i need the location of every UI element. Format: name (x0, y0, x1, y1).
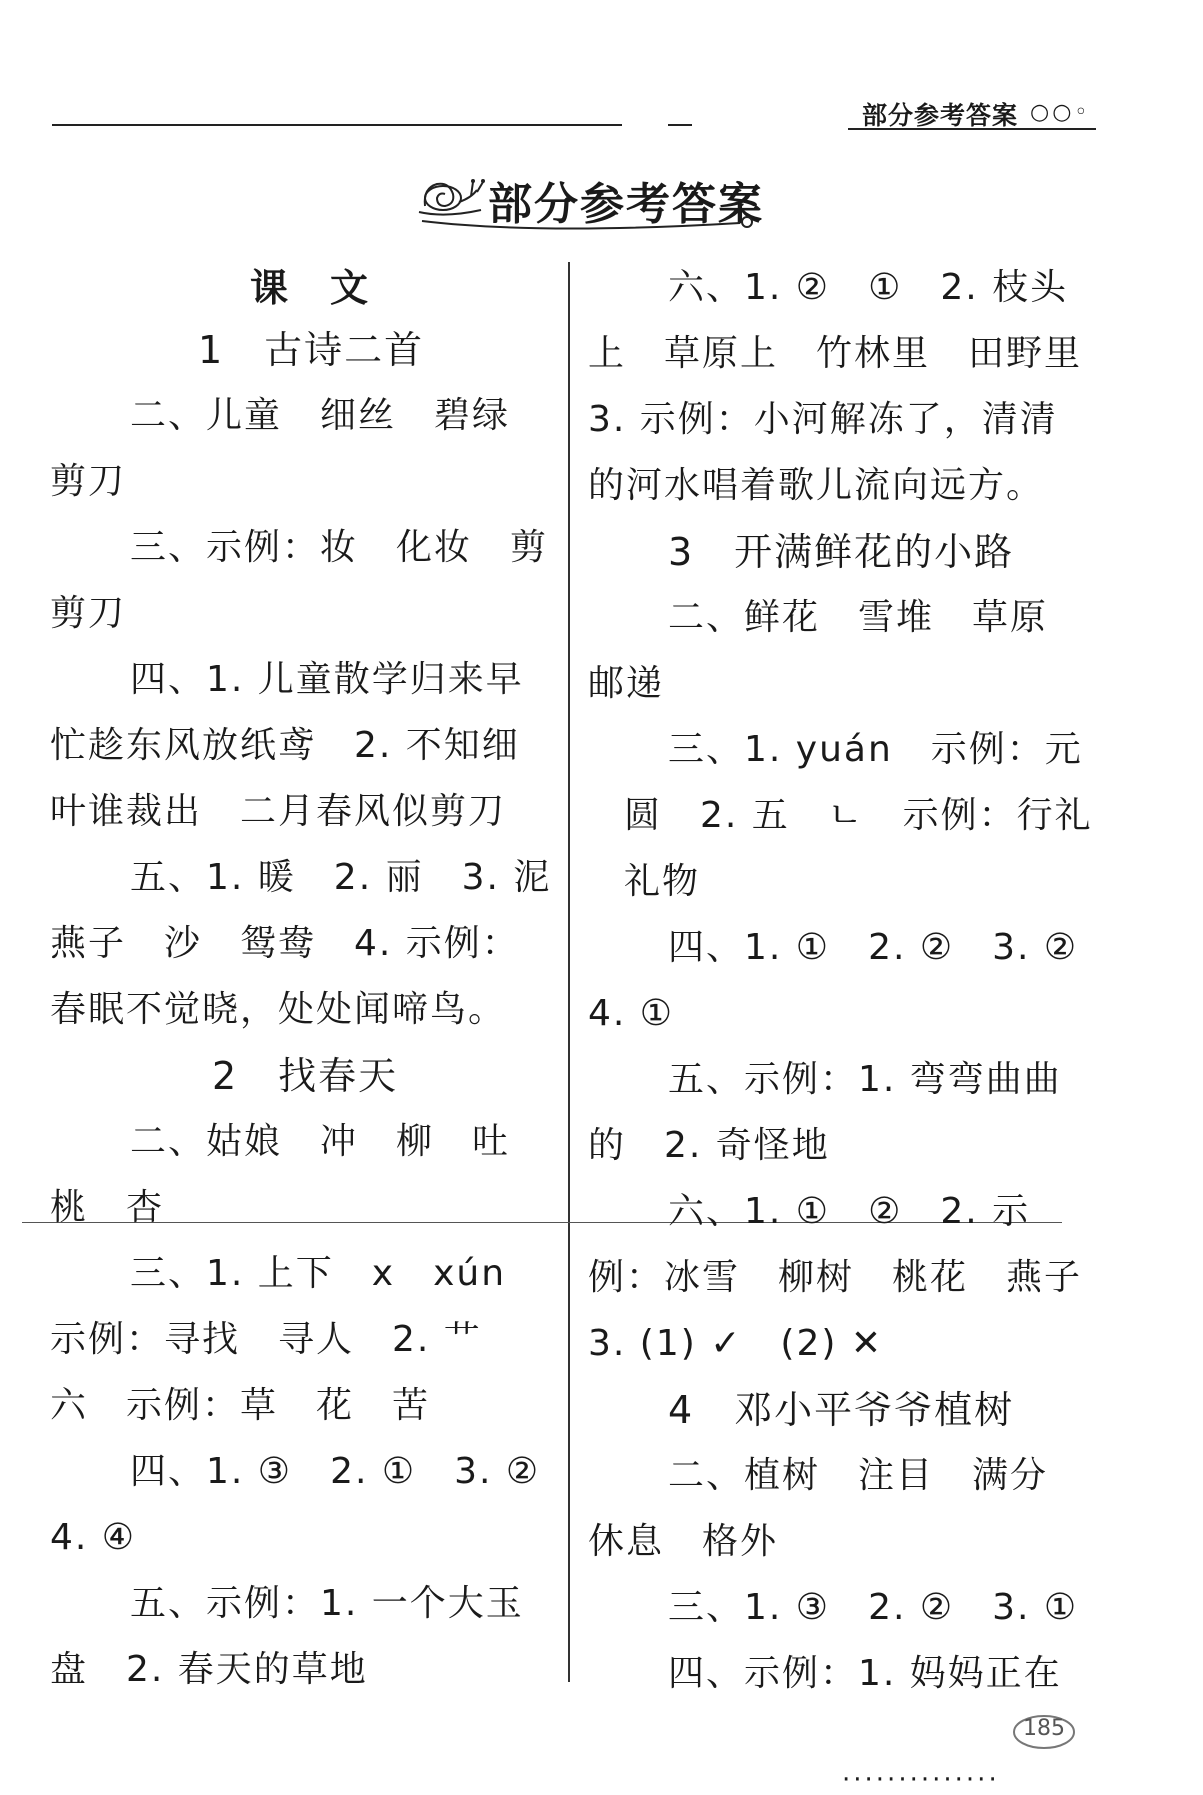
left-answer-line: 剪刀 (50, 461, 127, 502)
right-answer-line: 上 草原上 竹林里 田野里 (588, 333, 1083, 374)
right-answer-line: 二、植树 注目 满分 (668, 1455, 1049, 1496)
left-answer-line: 4. ④ (50, 1517, 137, 1558)
right-answer-line: 4. ① (588, 993, 675, 1034)
left-answer-line: 三、1. 上下 x xún (130, 1253, 507, 1294)
right-answer-line: 3 开满鲜花的小路 (668, 530, 1015, 574)
right-answer-line: 的 2. 奇怪地 (588, 1125, 830, 1166)
right-answer-line: 礼物 (624, 861, 701, 902)
right-answer-line: 三、1. ③ 2. ② 3. ① (668, 1587, 1079, 1628)
left-answer-line: 五、示例：1. 一个大玉 (130, 1583, 524, 1624)
left-answer-line: 三、示例：妆 化妆 剪 (130, 527, 549, 568)
column-divider (568, 262, 570, 1682)
page-number-badge (1010, 1712, 1078, 1752)
right-answer-line: 圆 2. 五 ㄴ 示例：行礼 (624, 795, 1093, 836)
title-underline-swash (420, 205, 760, 235)
right-answer-line: 4 邓小平爷爷植树 (668, 1388, 1015, 1432)
left-answer-line: 五、1. 暖 2. 丽 3. 泥 (130, 857, 552, 898)
header-section-label: 部分参考答案 (862, 101, 1019, 130)
left-answer-line: 二、儿童 细丝 碧绿 (130, 395, 511, 436)
left-answer-line: 春眠不觉晓，处处闻啼鸟。 (50, 989, 507, 1030)
right-answer-line: 四、1. ① 2. ② 3. ② (668, 927, 1079, 968)
right-answer-line: 六、1. ① ② 2. 示 (668, 1191, 1031, 1232)
right-answer-line: 四、示例：1. 妈妈正在 (668, 1653, 1062, 1694)
left-answer-line: 1 古诗二首 (198, 328, 425, 372)
left-answer-line: 二、姑娘 冲 柳 吐 (130, 1121, 511, 1162)
left-answer-line: 六 示例：草 花 苦 (50, 1385, 431, 1426)
left-answer-line: 忙趁东风放纸鸢 2. 不知细 (50, 725, 520, 766)
left-answer-line: 课 文 (250, 266, 371, 310)
right-answer-line: 三、1. yuán 示例：元 (668, 729, 1083, 770)
right-answer-line: 3. 示例：小河解冻了，清清 (588, 399, 1058, 440)
left-answer-line: 2 找春天 (212, 1054, 399, 1098)
left-answer-line: 燕子 沙 鸳鸯 4. 示例： (50, 923, 520, 964)
header-rule-left (52, 124, 622, 126)
left-answer-line: 四、1. ③ 2. ① 3. ② (130, 1451, 541, 1492)
right-answer-line: 的河水唱着歌儿流向远方。 (588, 465, 1045, 506)
right-answer-line: 邮递 (588, 663, 665, 704)
right-answer-line: 六、1. ② ① 2. 枝头 (668, 267, 1069, 308)
page-title: 部分参考答案 (488, 179, 764, 230)
right-answer-line: 休息 格外 (588, 1521, 779, 1562)
left-answer-line: 示例：寻找 寻人 2. 艹 (50, 1319, 482, 1360)
left-answer-line: 叶谁裁出 二月春风似剪刀 (50, 791, 507, 832)
right-answer-line: 3. (1) ✓ (2) ✕ (588, 1323, 883, 1364)
left-answer-line: 桃 杏 (50, 1187, 165, 1228)
right-answer-line: 五、示例：1. 弯弯曲曲 (668, 1059, 1062, 1100)
left-answer-line: 四、1. 儿童散学归来早 (130, 659, 524, 700)
left-answer-line: 剪刀 (50, 593, 127, 634)
header-circles: ○○◦ (1030, 100, 1091, 125)
left-answer-line: 盘 2. 春天的草地 (50, 1649, 368, 1690)
header-rule-mid (668, 124, 692, 126)
page-number: 185 (1023, 1716, 1065, 1741)
right-answer-line: 例：冰雪 柳树 桃花 燕子 (588, 1257, 1083, 1298)
right-answer-line: 二、鲜花 雪堆 草原 (668, 597, 1049, 638)
footer-dots: ·············· (842, 1765, 1000, 1795)
